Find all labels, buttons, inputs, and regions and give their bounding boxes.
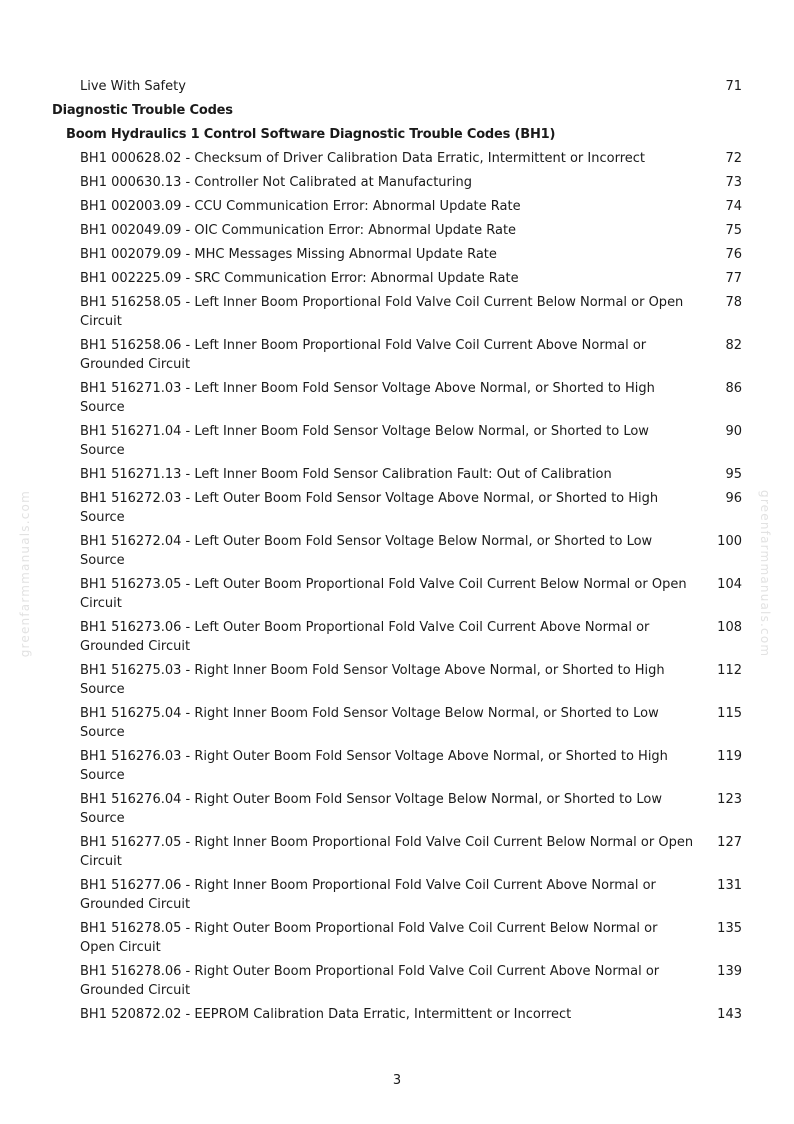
toc-entry[interactable]: [0, 489, 794, 527]
toc-entry[interactable]: [0, 575, 794, 613]
toc-entry[interactable]: [0, 173, 794, 192]
toc-entry[interactable]: [0, 876, 794, 914]
toc-entry-title: BH1 516276.04 - Right Outer Boom Fold Sensor Voltage Below Normal, or Shorted to Low Source: [80, 792, 662, 826]
toc-entry[interactable]: [0, 197, 794, 216]
toc-entry[interactable]: [0, 661, 794, 699]
toc-entry[interactable]: [0, 465, 794, 484]
toc-entry[interactable]: [0, 704, 794, 742]
toc-entry[interactable]: [0, 962, 794, 1000]
toc-entry[interactable]: [0, 919, 794, 957]
section-heading[interactable]: Diagnostic Trouble Codes: [52, 103, 233, 118]
toc-entry-page: 100: [717, 534, 742, 549]
toc-entry-page: 115: [717, 706, 742, 721]
toc-entry-title: BH1 516271.04 - Left Inner Boom Fold Sensor Voltage Below Normal, or Shorted to Low Source: [80, 424, 649, 458]
toc-entry-page: 139: [717, 964, 742, 979]
toc-entry[interactable]: [0, 833, 794, 871]
toc-entry-page: 72: [725, 151, 742, 166]
toc-entry-page: 131: [717, 878, 742, 893]
toc-entry-title: BH1 516277.06 - Right Inner Boom Proportional Fold Valve Coil Current Above Normal or Grounded Circuit: [80, 878, 656, 912]
toc-entry-title: BH1 516271.13 - Left Inner Boom Fold Sensor Calibration Fault: Out of Calibration: [80, 467, 612, 482]
toc-entry-page: 112: [717, 663, 742, 678]
toc-entry-page: 123: [717, 792, 742, 807]
toc-entry-page: 74: [725, 199, 742, 214]
toc-entry-page: 78: [725, 295, 742, 310]
toc-entry-page: 104: [717, 577, 742, 592]
toc-entry-title: BH1 516258.05 - Left Inner Boom Proportional Fold Valve Coil Current Below Normal or Open Circuit: [80, 295, 684, 329]
toc-entry[interactable]: [0, 1005, 794, 1024]
toc-entry-title: BH1 516273.06 - Left Outer Boom Proportional Fold Valve Coil Current Above Normal or Grounded Circuit: [80, 620, 650, 654]
toc-entry-page: 143: [717, 1007, 742, 1022]
toc-entry-page: 76: [725, 247, 742, 262]
toc-entry[interactable]: [0, 336, 794, 374]
toc-entry[interactable]: [0, 747, 794, 785]
toc-entry-title: BH1 516272.04 - Left Outer Boom Fold Sensor Voltage Below Normal, or Shorted to Low Source: [80, 534, 653, 568]
toc-entry[interactable]: [0, 790, 794, 828]
toc-entry-page: 90: [725, 424, 742, 439]
toc-entry[interactable]: [0, 269, 794, 288]
toc-entry-title: BH1 516273.05 - Left Outer Boom Proportional Fold Valve Coil Current Below Normal or Open Circuit: [80, 577, 687, 611]
toc-entries-list: [0, 149, 794, 1024]
toc-entry-page: 71: [725, 79, 742, 94]
toc-entry-page: 73: [725, 175, 742, 190]
toc-entry-page: 82: [725, 338, 742, 353]
toc-entry[interactable]: [0, 293, 794, 331]
toc-entry-page: 135: [717, 921, 742, 936]
toc-entry[interactable]: [0, 532, 794, 570]
toc-entry[interactable]: [0, 379, 794, 417]
toc-entry-page: 86: [725, 381, 742, 396]
toc-entry-title: BH1 002079.09 - MHC Messages Missing Abnormal Update Rate: [80, 247, 497, 262]
toc-entry[interactable]: [0, 149, 794, 168]
watermark-right: greenfarmmanuals.com: [758, 490, 772, 658]
toc-entry-title: BH1 516278.06 - Right Outer Boom Proportional Fold Valve Coil Current Above Normal or Grounded Circuit: [80, 964, 660, 998]
toc-entry-page: 119: [717, 749, 742, 764]
toc-entry[interactable]: [0, 618, 794, 656]
toc-entry-title: BH1 516271.03 - Left Inner Boom Fold Sensor Voltage Above Normal, or Shorted to High Source: [80, 381, 655, 415]
toc-entry-page: 127: [717, 835, 742, 850]
watermark-left: greenfarmmanuals.com: [18, 490, 32, 658]
toc-entry-page: 77: [725, 271, 742, 286]
toc-entry-title: BH1 516275.03 - Right Inner Boom Fold Sensor Voltage Above Normal, or Shorted to High Source: [80, 663, 665, 697]
toc-entry-title: BH1 516272.03 - Left Outer Boom Fold Sensor Voltage Above Normal, or Shorted to High Source: [80, 491, 659, 525]
toc-entry-page: 96: [725, 491, 742, 506]
toc-entry-page: 75: [725, 223, 742, 238]
toc-entry-title: BH1 002225.09 - SRC Communication Error: Abnormal Update Rate: [80, 271, 519, 286]
page-number: 3: [392, 1073, 402, 1088]
toc-entry-title: BH1 002049.09 - OIC Communication Error: Abnormal Update Rate: [80, 223, 517, 238]
toc-entry-page: 108: [717, 620, 742, 635]
toc-entry[interactable]: [0, 245, 794, 264]
table-of-contents: [0, 77, 794, 1029]
subsection-heading[interactable]: Boom Hydraulics 1 Control Software Diagnostic Trouble Codes (BH1): [66, 127, 556, 142]
toc-entry-page: 95: [725, 467, 742, 482]
toc-entry-title: BH1 516276.03 - Right Outer Boom Fold Sensor Voltage Above Normal, or Shorted to High Source: [80, 749, 668, 783]
toc-entry-title: BH1 516275.04 - Right Inner Boom Fold Sensor Voltage Below Normal, or Shorted to Low Source: [80, 706, 659, 740]
toc-entry-live-with-safety[interactable]: [0, 77, 794, 96]
toc-entry[interactable]: [0, 422, 794, 460]
toc-entry-title: BH1 002003.09 - CCU Communication Error: Abnormal Update Rate: [80, 199, 521, 214]
toc-entry-title: BH1 516258.06 - Left Inner Boom Proportional Fold Valve Coil Current Above Normal or Grounded Circuit: [80, 338, 647, 372]
toc-entry-title: BH1 000628.02 - Checksum of Driver Calibration Data Erratic, Intermittent or Incorrect: [80, 151, 645, 166]
toc-entry-title: Live With Safety: [80, 79, 186, 94]
toc-entry-title: BH1 516277.05 - Right Inner Boom Proportional Fold Valve Coil Current Below Normal or Open Circuit: [80, 835, 694, 869]
toc-entry-title: BH1 516278.05 - Right Outer Boom Proportional Fold Valve Coil Current Below Normal or Open Circuit: [80, 921, 658, 955]
toc-entry[interactable]: [0, 221, 794, 240]
toc-entry-title: BH1 520872.02 - EEPROM Calibration Data Erratic, Intermittent or Incorrect: [80, 1007, 572, 1022]
toc-entry-title: BH1 000630.13 - Controller Not Calibrated at Manufacturing: [80, 175, 472, 190]
